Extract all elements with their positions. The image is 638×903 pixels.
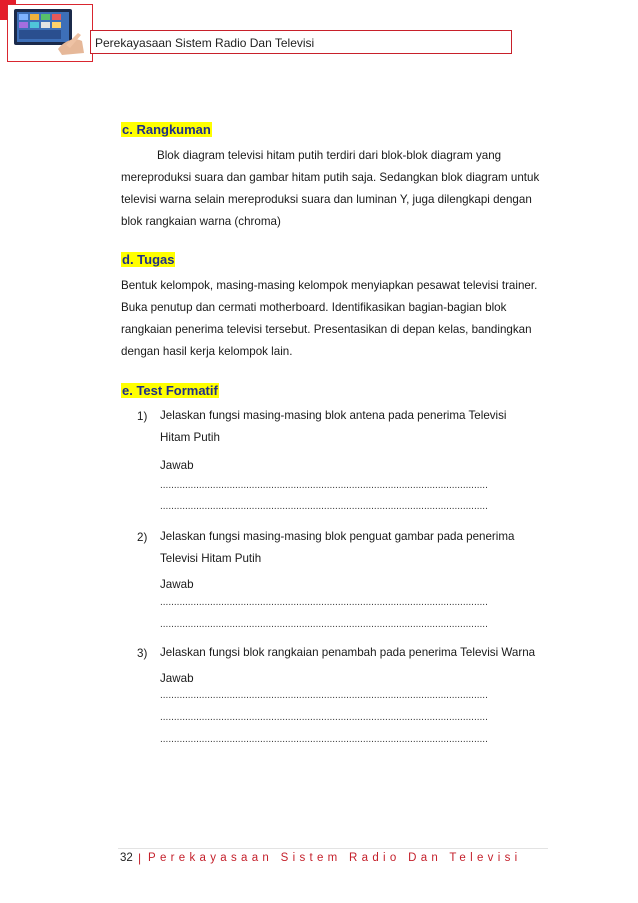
section-heading-rangkuman: c. Rangkuman — [122, 122, 211, 137]
answer-line: ...................................................................................................................... — [160, 712, 488, 723]
answer-line: ...................................................................................................................... — [160, 480, 488, 491]
question-1-line-2: Hitam Putih — [160, 431, 220, 444]
rangkuman-line-2: mereproduksi suara dan gambar hitam putih saja. Sedangkan blok diagram untuk — [121, 171, 540, 184]
header-title: Perekayasaan Sistem Radio Dan Televisi — [95, 36, 315, 50]
header-logo-frame — [7, 4, 93, 62]
question-2-line-1: Jelaskan fungsi masing-masing blok penguat gambar pada penerima — [160, 530, 515, 543]
answer-line: ...................................................................................................................... — [160, 597, 488, 608]
footer-title: Perekayasaan Sistem Radio Dan Televisi — [148, 852, 522, 864]
footer-separator: | — [138, 851, 142, 865]
tugas-line-3: rangkaian penerima televisi tersebut. Presentasikan di depan kelas, bandingkan — [121, 323, 532, 336]
question-3-line-1: Jelaskan fungsi blok rangkaian penambah pada penerima Televisi Warna — [160, 646, 536, 659]
answer-line: ...................................................................................................................... — [160, 619, 488, 630]
answer-label: Jawab — [160, 459, 194, 472]
answer-line: ...................................................................................................................... — [160, 501, 488, 512]
tugas-line-1: Bentuk kelompok, masing-masing kelompok menyiapkan pesawat televisi trainer. — [121, 279, 538, 292]
answer-label: Jawab — [160, 578, 194, 591]
header-banner — [90, 30, 512, 54]
tugas-line-4: dengan hasil kerja kelompok lain. — [121, 345, 293, 358]
answer-line: ...................................................................................................................... — [160, 734, 488, 745]
page-number: 32 — [120, 852, 133, 864]
question-number: 3) — [137, 647, 148, 660]
rangkuman-line-1: Blok diagram televisi hitam putih terdiri dari blok-blok diagram yang — [157, 149, 502, 162]
smart-tv-logo — [8, 5, 88, 57]
question-2-line-2: Televisi Hitam Putih — [160, 552, 262, 565]
answer-label: Jawab — [160, 672, 194, 685]
question-1-line-1: Jelaskan fungsi masing-masing blok antena pada penerima Televisi — [160, 409, 507, 422]
section-heading-test-formatif: e. Test Formatif — [122, 383, 218, 398]
rangkuman-line-4: blok rangkaian warna (chroma) — [121, 215, 281, 228]
rangkuman-line-3: televisi warna selain mereproduksi suara dan luminan Y, juga dilengkapi dengan — [121, 193, 532, 206]
question-number: 2) — [137, 531, 148, 544]
section-heading-tugas: d. Tugas — [122, 252, 175, 267]
tugas-line-2: Buka penutup dan cermati motherboard. Identifikasikan bagian-bagian blok — [121, 301, 507, 314]
footer-divider — [118, 848, 548, 849]
answer-line: ...................................................................................................................... — [160, 690, 488, 701]
question-number: 1) — [137, 410, 148, 423]
